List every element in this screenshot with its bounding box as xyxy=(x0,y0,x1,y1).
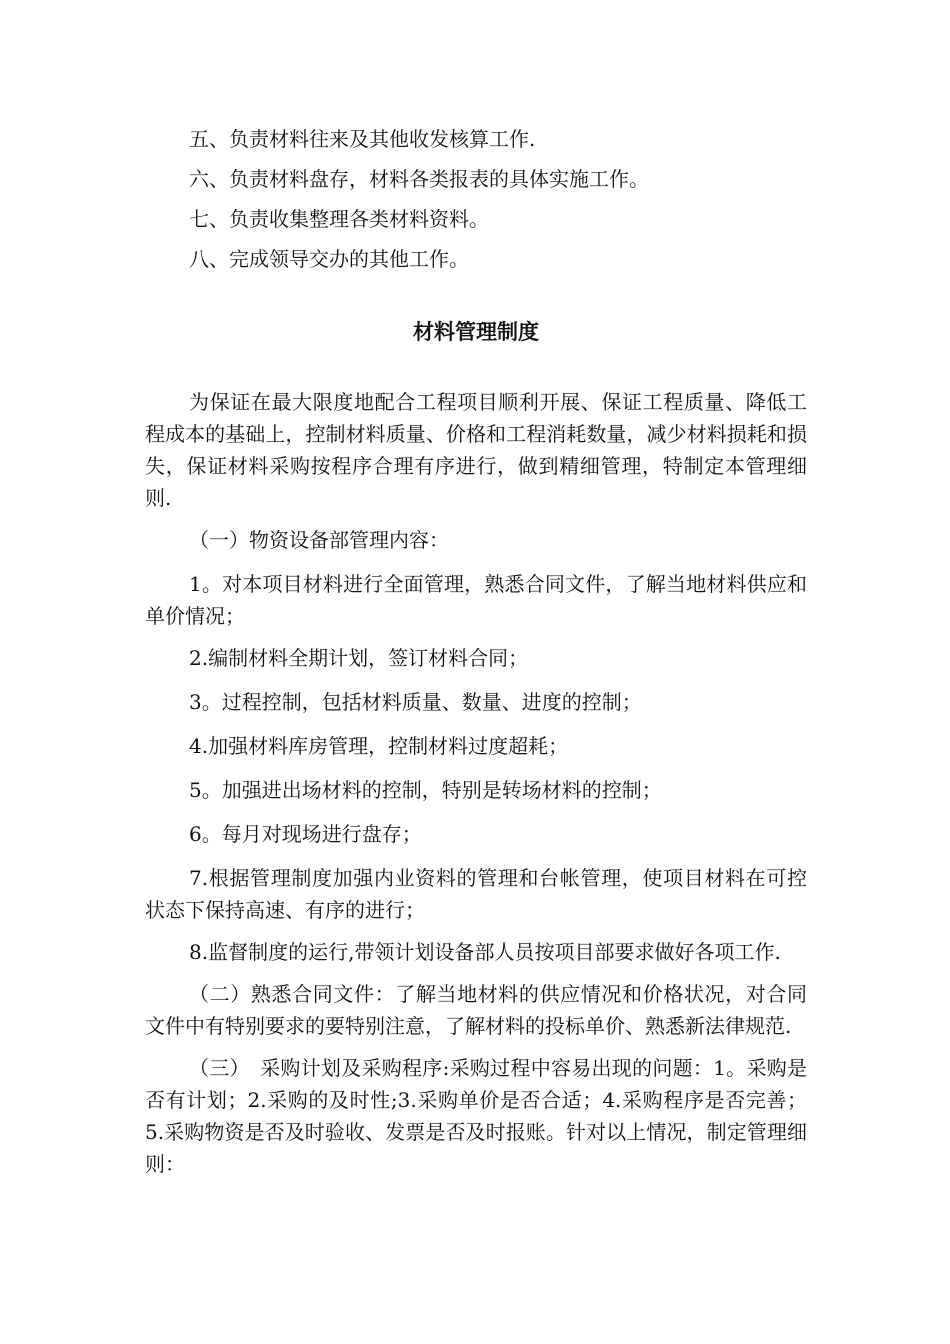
duty-item-7: 七、负责收集整理各类材料资料。 xyxy=(189,207,489,231)
part1-item-4: 4.加强材料库房管理，控制材料过度超耗； xyxy=(189,734,569,758)
part1-item-6: 6。每月对现场进行盘存； xyxy=(189,822,422,846)
document-body xyxy=(145,119,807,1190)
part1-item-1: 1。对本项目材料进行全面管理，熟悉合同文件，了解当地材料供应和单价情况； xyxy=(145,572,807,628)
duty-item-8: 八、完成领导交办的其他工作。 xyxy=(189,247,469,271)
part1-item-5: 5。加强进出场材料的控制，特别是转场材料的控制； xyxy=(189,778,662,802)
part2-paragraph: （二）熟悉合同文件：了解当地材料的供应情况和价格状况，对合同文件中有特别要求的要特别注意，了解材料的投标单价、熟悉新法律规范. xyxy=(145,982,807,1038)
section-title: 材料管理制度 xyxy=(413,320,539,344)
part1-item-8: 8.监督制度的运行,带领计划设备部人员按项目部要求做好各项工作. xyxy=(189,940,781,964)
part1-item-2: 2.编制材料全期计划，签订材料合同； xyxy=(189,646,529,670)
duty-item-6: 六、负责材料盘存，材料各类报表的具体实施工作。 xyxy=(189,167,649,191)
intro-paragraph: 为保证在最大限度地配合工程项目顺利开展、保证工程质量、降低工程成本的基础上，控制材料质量、价格和工程消耗数量，减少材料损耗和损失，保证材料采购按程序合理有序进行，做到精细管理，特制定本管理细则. xyxy=(145,390,807,510)
duty-item-5: 五、负责材料往来及其他收发核算工作. xyxy=(189,127,536,151)
part3-paragraph: （三） 采购计划及采购程序:采购过程中容易出现的问题：1。采购是否有计划；2.采购的及时性;3.采购单价是否合适；4.采购程序是否完善；5.采购物资是否及时验收、发票是否及时报账。针对以上情况，制定管理细则： xyxy=(145,1056,807,1176)
part1-item-3: 3。过程控制，包括材料质量、数量、进度的控制； xyxy=(189,690,642,714)
part1-item-7: 7.根据管理制度加强内业资料的管理和台帐管理，使项目材料在可控状态下保持高速、有序的进行； xyxy=(145,866,807,922)
part1-heading: （一）物资设备部管理内容： xyxy=(189,528,449,552)
